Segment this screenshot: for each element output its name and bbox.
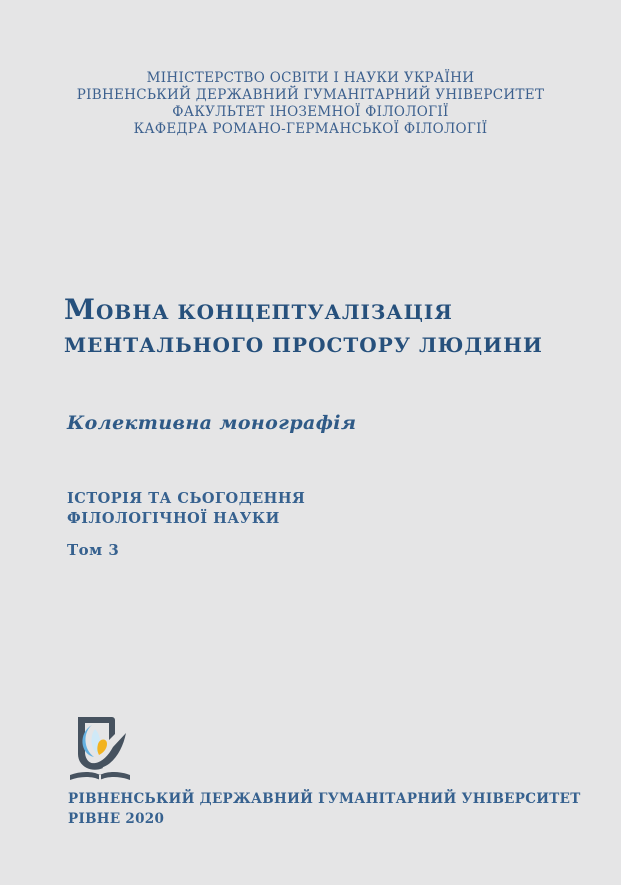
book-title-line2: МЕНТАЛЬНОГО ПРОСТОРУ ЛЮДИНИ xyxy=(64,333,543,357)
series-title xyxy=(67,489,305,529)
header-line-faculty: ФАКУЛЬТЕТ ІНОЗЕМНОЇ ФІЛОЛОГІЇ xyxy=(172,104,449,120)
header-line-department: КАФЕДРА РОМАНО-ГЕРМАНСЬКОЇ ФІЛОЛОГІЇ xyxy=(133,121,488,137)
footer-city-year: РІВНЕ 2020 xyxy=(68,811,165,827)
institution-header xyxy=(0,70,621,138)
book-title xyxy=(64,293,543,362)
book-subtitle: Колективна монографія xyxy=(67,412,357,434)
footer-university: РІВНЕНСЬКИЙ ДЕРЖАВНИЙ ГУМАНІТАРНИЙ УНІВЕРСИТЕТ xyxy=(68,791,581,807)
book-title-line1-rest: ОВНА КОНЦЕПТУАЛІЗАЦІЯ xyxy=(96,300,453,324)
header-line-ministry: МІНІСТЕРСТВО ОСВІТИ І НАУКИ УКРАЇНИ xyxy=(146,70,475,86)
university-logo-icon xyxy=(68,714,132,788)
header-line-university: РІВНЕНСЬКИЙ ДЕРЖАВНИЙ ГУМАНІТАРНИЙ УНІВЕРСИТЕТ xyxy=(76,87,545,103)
book-title-line1 xyxy=(64,293,543,329)
footer xyxy=(68,789,581,829)
volume-label: Том 3 xyxy=(67,541,120,559)
book-title-initial: М xyxy=(64,293,96,326)
series-line2: ФІЛОЛОГІЧНОЇ НАУКИ xyxy=(67,510,280,527)
series-line1: ІСТОРІЯ ТА СЬОГОДЕННЯ xyxy=(67,490,306,507)
